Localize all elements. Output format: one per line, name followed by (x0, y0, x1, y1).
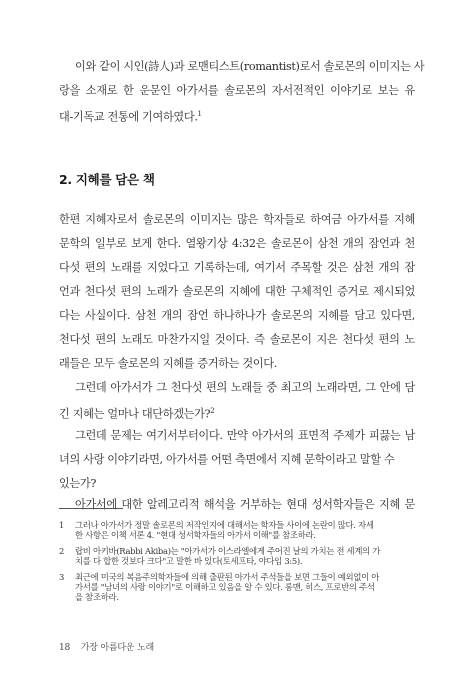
footnote-marker: 2 (210, 407, 215, 415)
body-line: 래들은 모두 솔로몬의 지혜를 증거하는 것이다. (59, 357, 277, 370)
footnote (59, 572, 415, 604)
body-line: 긴 지혜는 얼마나 대단하겠는가?$^2$ (59, 407, 215, 421)
body-line: 아가서에 대한 알레고리적 해석을 거부하는 현대 성서학자들은 지혜 문 (75, 498, 415, 511)
footnote-line: 그러나 아가서가 정말 솔로몬의 저작인지에 대해서는 학자들 사이에 논란이 많다. 자세 (75, 520, 374, 530)
footnote-line: 최근에 미국의 복음주의학자들에 의해 출판된 아가서 주석들을 보면 그들이 예외없이 아 (75, 572, 380, 582)
footnote-separator (59, 508, 123, 509)
footnote (59, 546, 415, 568)
body-line: 그런데 문제는 여기서부터이다. 만약 아가서의 표면적 주제가 피끓는 남 (75, 429, 415, 442)
footnote-number: 2 (59, 546, 65, 556)
page-number: 18 (59, 643, 71, 653)
running-footer (59, 640, 154, 653)
body-line: 다는 사실이다. 삼천 개의 잠언 하나하나가 솔로몬의 지혜를 담고 있다면, (59, 309, 415, 322)
footnote-marker: 1 (197, 110, 202, 118)
body-line: 녀의 사랑 이야기라면, 아가서를 어떤 측면에서 지혜 문학이라고 말할 수 (59, 453, 395, 466)
footnote (59, 520, 415, 542)
body-line: 이와 같이 시인(詩人)과 로맨티스트(romantist)로서 솔로몬의 이미지는 사 (75, 60, 425, 73)
footnote-line: 랍비 아키바(Rabbi Akiba)는 "아가서가 이스라엘에게 주어진 날의 가치는 전 세계의 가 (75, 546, 381, 556)
body-line: 언과 천다섯 편의 노래가 솔로몬의 지혜에 대한 구체적인 증거로 제시되었 (59, 285, 415, 298)
body-line: 대-기독교 전통에 기여하였다.$^1$ (59, 110, 202, 124)
footnote-number: 1 (59, 520, 65, 530)
book-title: 가장 아름다운 노래 (80, 643, 155, 653)
body-line: 랑을 소재로 한 운문인 아가서를 솔로몬의 자서전적인 이야기로 보는 유 (59, 84, 415, 97)
section-heading: 2. 지혜를 담은 책 (59, 172, 155, 187)
footnote-line: 을 참조하라. (75, 592, 119, 602)
body-line: 한편 지혜자로서 솔로몬의 이미지는 많은 학자들로 하여금 아가서를 지혜 (59, 213, 415, 226)
footnote-line: 한 사항은 이책 서론 4. "현대 성서학자들의 아가서 이해"를 참조하라. (75, 530, 316, 540)
body-line: 다섯 편의 노래를 지었다고 기록하는데, 여기서 주목할 것은 삼천 개의 잠 (59, 261, 415, 274)
body-line: 그런데 아가서가 그 천다섯 편의 노래들 중 최고의 노래라면, 그 안에 담 (75, 381, 415, 394)
footnote-number: 3 (59, 572, 65, 582)
footnote-line: 가서를 "남녀의 사랑 이야기"로 이해하고 있음을 알 수 있다. 롱맨, 히스, 프로반의 주석 (75, 582, 375, 592)
body-line: 천다섯 편의 노래도 마찬가지일 것이다. 즉 솔로몬이 지은 천다섯 편의 노 (59, 333, 415, 346)
footnote-line: 치를 다 합한 것보다 크다"고 말한 바 있다(토세프타, 야다임 3:5). (75, 556, 303, 566)
body-line: 있는가? (59, 477, 97, 490)
body-line: 문학의 일부로 보게 한다. 열왕기상 4:32은 솔로몬이 삼천 개의 잠언과 천 (59, 237, 415, 250)
